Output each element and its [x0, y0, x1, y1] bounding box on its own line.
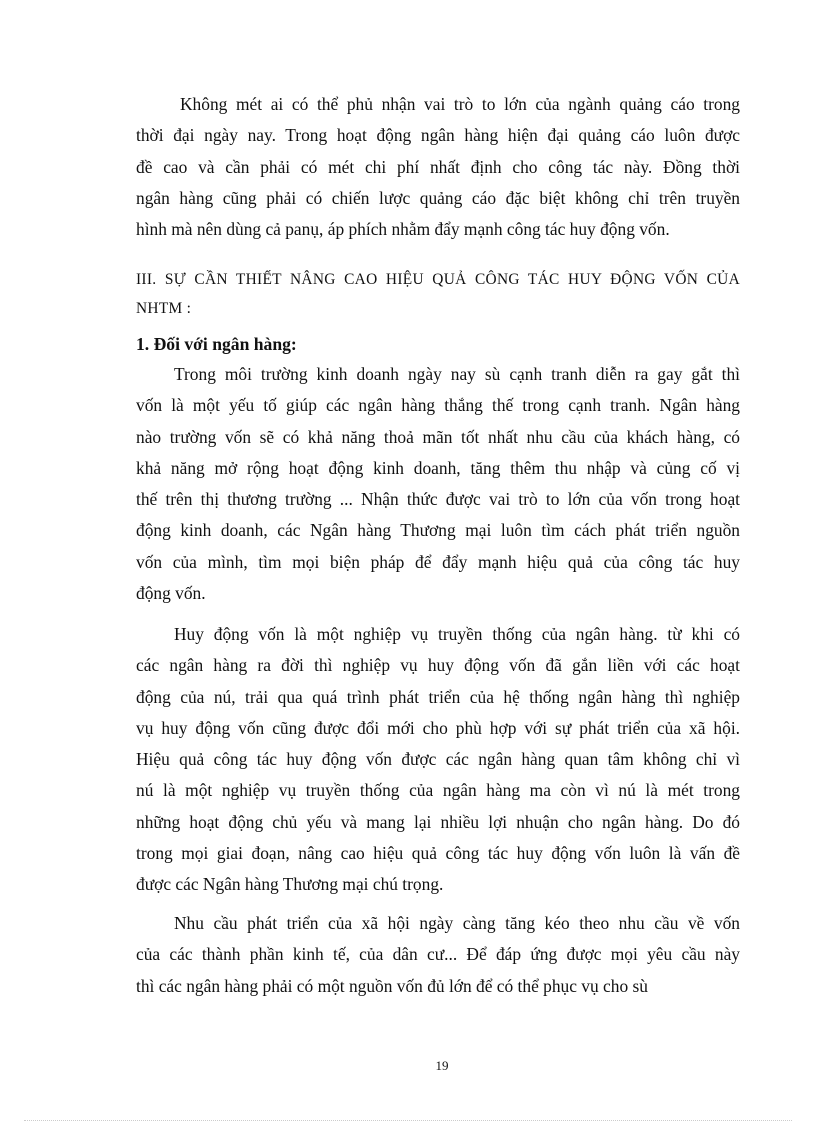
text-line: thế trên thị thương trường ... Nhận thức được vai trò to lớn của vốn trong hoạt [136, 489, 740, 510]
text-line: khả năng mở rộng hoạt động kinh doanh, tăng thêm thu nhập và củng cố vị [136, 457, 740, 478]
text-line: ngân hàng cũng phải có chiến lược quảng cáo đặc biệt không chỉ trên truyền [136, 187, 740, 208]
text-line: thì các ngân hàng phải có một nguồn vốn đủ lớn để có thể phục vụ cho sù [136, 975, 648, 996]
paragraph-advertising [136, 89, 740, 245]
subsection-heading: 1. Đối với ngân hàng: [136, 334, 297, 354]
text-line: của các thành phần kinh tế, của dân cư... Để đáp ứng được mọi yêu cầu này [136, 944, 740, 965]
text-line: được các Ngân hàng Thương mại chú trọng. [136, 874, 444, 895]
text-line: các ngân hàng ra đời thì nghiệp vụ huy động vốn đã gắn liền với các hoạt [136, 655, 740, 676]
paragraph-competition [136, 359, 740, 609]
paragraph-social-demand [136, 908, 740, 1002]
page-bottom-border [24, 1120, 792, 1121]
text-line: nú là một nghiệp vụ truyền thống của ngân hàng ma còn vì nú là mét trong [136, 780, 740, 801]
text-line: Nhu cầu phát triển của xã hội ngày càng tăng kéo theo nhu cầu về vốn [174, 913, 740, 933]
text-line: động vốn. [136, 583, 206, 604]
text-line: động kinh doanh, các Ngân hàng Thương mại luôn tìm cách phát triển nguồn [136, 520, 740, 541]
text-line: trong mọi giai đoạn, nâng cao hiệu quả công tác huy động vốn luôn là vấn đề [136, 843, 740, 864]
text-line: động của nú, trải qua quá trình phát triển của hệ thống ngân hàng thì nghiệp [136, 686, 740, 707]
text-line: Hiệu quả công tác huy động vốn được các ngân hàng quan tâm không chỉ vì [136, 749, 740, 770]
text-line: vốn của mình, tìm mọi biện pháp để đẩy mạnh hiệu quả của công tác huy [136, 551, 740, 572]
text-line: đề cao và cần phải có mét chi phí nhất định cho công tác này. Đồng thời [136, 156, 740, 177]
text-line: những hoạt động chủ yếu và mang lại nhiều lợi nhuận cho ngân hàng. Do đó [136, 811, 740, 832]
heading-line: III. SỰ CẦN THIẾT NÂNG CAO HIỆU QUẢ CÔNG TÁC HUY ĐỘNG VỐN CỦA [136, 271, 740, 288]
text-line: Trong môi trường kinh doanh ngày nay sù cạnh tranh diễn ra gay gắt thì [174, 364, 740, 384]
text-line: Huy động vốn là một nghiệp vụ truyền thống của ngân hàng. từ khi có [174, 624, 740, 644]
text-line: nào trường vốn sẽ có khả năng thoả mãn tốt nhất nhu cầu của khách hàng, có [136, 426, 740, 447]
paragraph-traditional-service [136, 619, 740, 901]
section-heading [136, 266, 740, 323]
text-line: vốn là một yếu tố giúp các ngân hàng thắng thế trong cạnh tranh. Ngân hàng [136, 395, 740, 416]
text-line: hình mà nên dùng cả panụ, áp phích nhằm đẩy mạnh công tác huy động vốn. [136, 219, 670, 240]
page-number: 19 [435, 1058, 449, 1073]
text-line: vụ huy động vốn cũng được đổi mới cho phù hợp với sự phát triển của xã hội. [136, 717, 740, 738]
heading-line: NHTM : [136, 299, 192, 317]
text-line: Không mét ai có thể phủ nhận vai trò to lớn của ngành quảng cáo trong [180, 94, 740, 114]
text-line: thời đại ngày nay. Trong hoạt động ngân hàng hiện đại quảng cáo luôn được [136, 125, 740, 146]
